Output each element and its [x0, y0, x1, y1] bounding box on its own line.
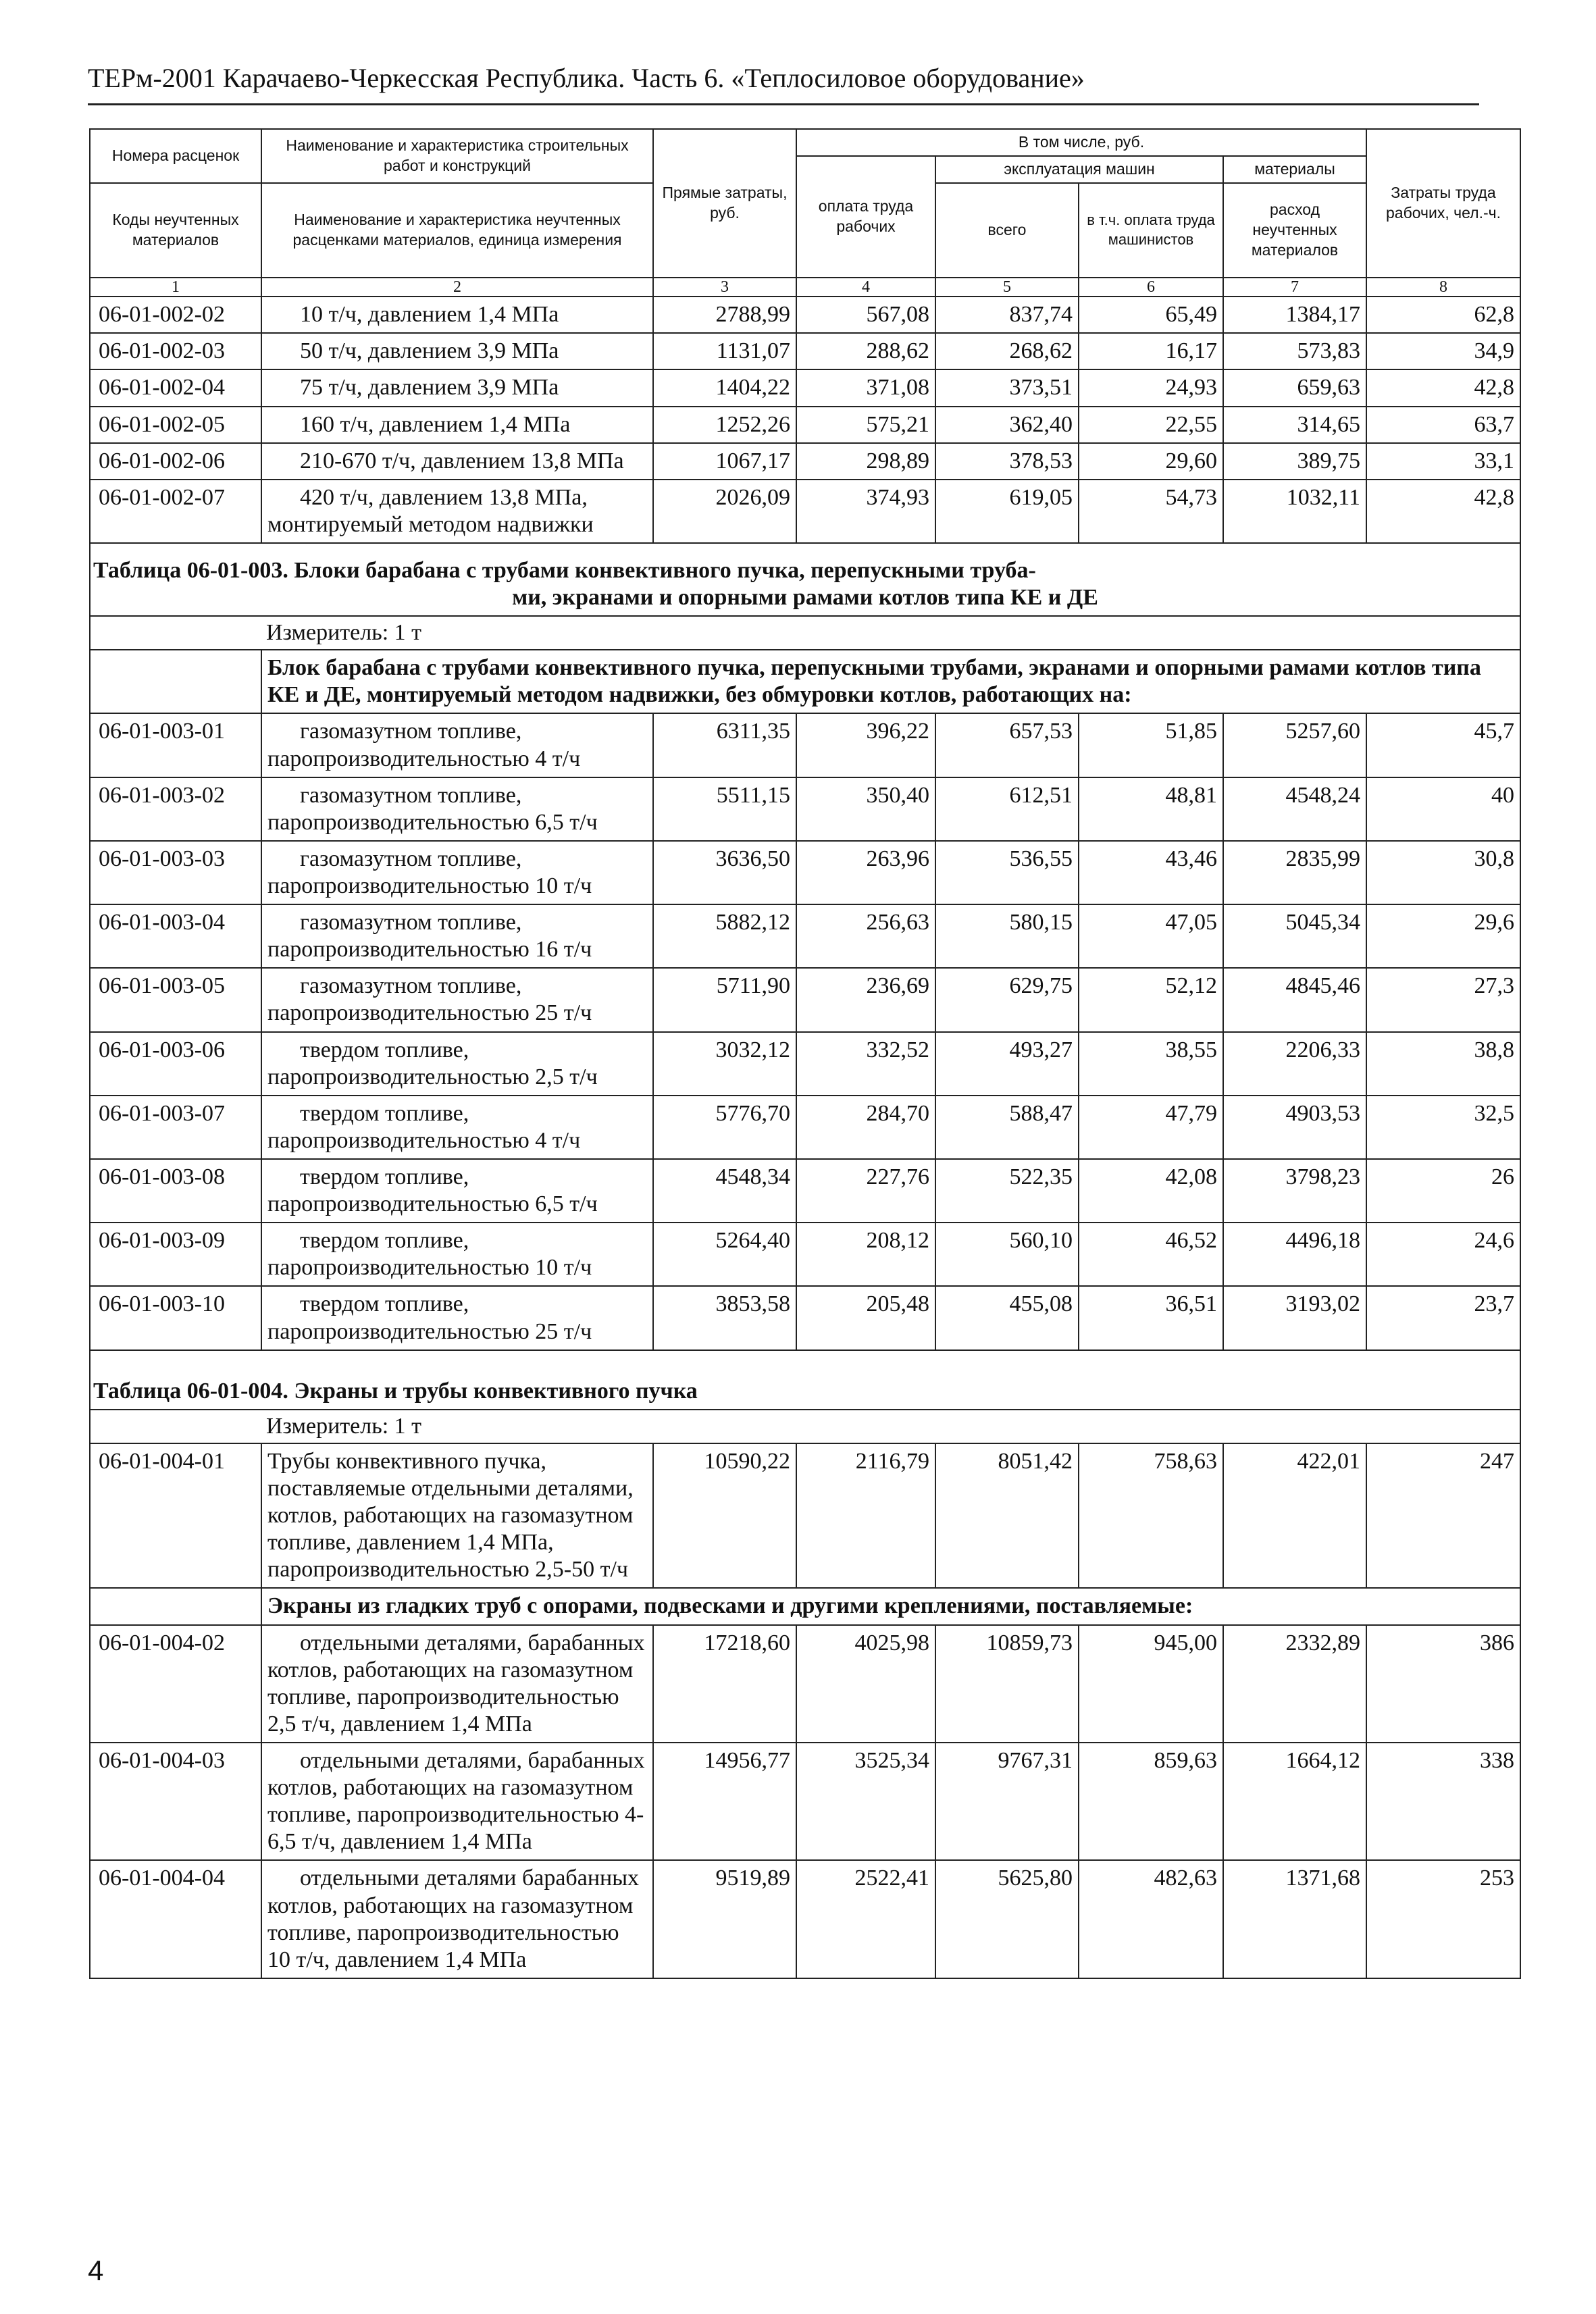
work-name: газомазутном топливе, паропроизводительностью 6,5 т/ч — [261, 777, 653, 841]
table-row — [90, 443, 1520, 480]
table-004-subhead-row — [90, 1588, 1520, 1624]
table-004-title-row — [90, 1350, 1520, 1410]
direct-costs: 1067,17 — [653, 443, 796, 480]
work-name: 160 т/ч, давлением 1,4 МПа — [261, 407, 653, 443]
work-name: отдельными деталями барабанных котлов, работающих на газомазутном топливе, паропроизводительностью 10 т/ч, давлением 1,4 МПа — [261, 1860, 653, 1978]
direct-costs: 3853,58 — [653, 1286, 796, 1349]
direct-costs: 5264,40 — [653, 1223, 796, 1286]
rate-code: 06-01-003-08 — [90, 1159, 261, 1223]
labor-hours: 33,1 — [1366, 443, 1520, 480]
labor-hours: 27,3 — [1366, 968, 1520, 1031]
labor-pay: 3525,34 — [796, 1743, 935, 1860]
table-row — [90, 480, 1520, 543]
direct-costs: 4548,34 — [653, 1159, 796, 1223]
col-material-names-header: Наименование и характеристика неучтенных расценками материалов, единица измерения — [261, 183, 653, 278]
labor-pay: 4025,98 — [796, 1625, 935, 1743]
materials-cost: 4845,46 — [1223, 968, 1366, 1031]
labor-hours: 24,6 — [1366, 1223, 1520, 1286]
machines-total: 362,40 — [935, 407, 1079, 443]
table-row — [90, 1223, 1520, 1286]
direct-costs: 5882,12 — [653, 904, 796, 968]
labor-hours: 62,8 — [1366, 297, 1520, 333]
operators-pay: 47,05 — [1079, 904, 1223, 968]
page-header: ТЕРм-2001 Карачаево-Черкесская Республика. Часть 6. «Теплосиловое оборудование» — [88, 62, 1479, 105]
machines-total: 837,74 — [935, 297, 1079, 333]
materials-cost: 1664,12 — [1223, 1743, 1366, 1860]
labor-pay: 332,52 — [796, 1032, 935, 1096]
measure-unit: Измеритель: 1 т — [90, 616, 1520, 650]
operators-pay: 47,79 — [1079, 1096, 1223, 1159]
col-materials-consumption-header: расход неучтенных материалов — [1223, 183, 1366, 278]
machines-total: 536,55 — [935, 841, 1079, 904]
table-row — [90, 1443, 1520, 1589]
col-work-name-header: Наименование и характеристика строительных работ и конструкций — [261, 129, 653, 183]
direct-costs: 17218,60 — [653, 1625, 796, 1743]
labor-pay: 350,40 — [796, 777, 935, 841]
direct-costs: 1131,07 — [653, 333, 796, 369]
operators-pay: 42,08 — [1079, 1159, 1223, 1223]
machines-total: 5625,80 — [935, 1860, 1079, 1978]
labor-hours: 38,8 — [1366, 1032, 1520, 1096]
operators-pay: 859,63 — [1079, 1743, 1223, 1860]
labor-hours: 247 — [1366, 1443, 1520, 1589]
table-row — [90, 841, 1520, 904]
direct-costs: 14956,77 — [653, 1743, 796, 1860]
work-name: 75 т/ч, давлением 3,9 МПа — [261, 369, 653, 406]
work-name: твердом топливе, паропроизводительностью 6,5 т/ч — [261, 1159, 653, 1223]
machines-total: 268,62 — [935, 333, 1079, 369]
machines-total: 373,51 — [935, 369, 1079, 406]
materials-cost: 4903,53 — [1223, 1096, 1366, 1159]
labor-pay: 374,93 — [796, 480, 935, 543]
materials-cost: 1384,17 — [1223, 297, 1366, 333]
table-row — [90, 407, 1520, 443]
work-name: 50 т/ч, давлением 3,9 МПа — [261, 333, 653, 369]
operators-pay: 945,00 — [1079, 1625, 1223, 1743]
direct-costs: 3032,12 — [653, 1032, 796, 1096]
labor-hours: 42,8 — [1366, 480, 1520, 543]
section-title: Таблица 06-01-004. Экраны и трубы конвективного пучка — [90, 1350, 1520, 1410]
machines-total: 580,15 — [935, 904, 1079, 968]
operators-pay: 54,73 — [1079, 480, 1223, 543]
labor-hours: 32,5 — [1366, 1096, 1520, 1159]
table-row — [90, 333, 1520, 369]
rate-code: 06-01-004-02 — [90, 1625, 261, 1743]
rates-table — [89, 128, 1521, 1979]
work-name: твердом топливе, паропроизводительностью 25 т/ч — [261, 1286, 653, 1349]
operators-pay: 38,55 — [1079, 1032, 1223, 1096]
machines-total: 612,51 — [935, 777, 1079, 841]
direct-costs: 10590,22 — [653, 1443, 796, 1589]
labor-pay: 205,48 — [796, 1286, 935, 1349]
work-name: отдельными деталями, барабанных котлов, работающих на газомазутном топливе, паропроизводительностью 2,5 т/ч, давлением 1,4 МПа — [261, 1625, 653, 1743]
group-subheading: Блок барабана с трубами конвективного пучка, перепускными трубами, экранами и опорными рамами котлов типа КЕ и ДЕ, монтируемый методом надвижки, без обмуровки котлов, работающих на: — [261, 650, 1520, 713]
subhead-spacer — [90, 650, 261, 713]
rate-code: 06-01-003-02 — [90, 777, 261, 841]
machines-total: 10859,73 — [935, 1625, 1079, 1743]
work-name: твердом топливе, паропроизводительностью 10 т/ч — [261, 1223, 653, 1286]
table-row — [90, 777, 1520, 841]
rate-code: 06-01-003-04 — [90, 904, 261, 968]
column-index: 2 — [261, 278, 653, 297]
labor-pay: 284,70 — [796, 1096, 935, 1159]
direct-costs: 2026,09 — [653, 480, 796, 543]
labor-hours: 30,8 — [1366, 841, 1520, 904]
labor-hours: 40 — [1366, 777, 1520, 841]
machines-total: 8051,42 — [935, 1443, 1079, 1589]
col-materials-group-header: материалы — [1223, 156, 1366, 183]
direct-costs: 5711,90 — [653, 968, 796, 1031]
rate-code: 06-01-002-02 — [90, 297, 261, 333]
labor-pay: 575,21 — [796, 407, 935, 443]
operators-pay: 51,85 — [1079, 713, 1223, 777]
materials-cost: 1032,11 — [1223, 480, 1366, 543]
header-row-1 — [90, 129, 1520, 156]
table-row — [90, 369, 1520, 406]
work-name: газомазутном топливе, паропроизводительностью 25 т/ч — [261, 968, 653, 1031]
col-operators-pay-header: в т.ч. оплата труда машинистов — [1079, 183, 1223, 278]
labor-hours: 253 — [1366, 1860, 1520, 1978]
materials-cost: 573,83 — [1223, 333, 1366, 369]
labor-hours: 42,8 — [1366, 369, 1520, 406]
materials-cost: 389,75 — [1223, 443, 1366, 480]
section-title-line1: Таблица 06-01-003. Блоки барабана с трубами конвективного пучка, перепускными труба- — [93, 557, 1036, 583]
labor-pay: 256,63 — [796, 904, 935, 968]
materials-cost: 4548,24 — [1223, 777, 1366, 841]
operators-pay: 52,12 — [1079, 968, 1223, 1031]
machines-total: 657,53 — [935, 713, 1079, 777]
rate-code: 06-01-003-05 — [90, 968, 261, 1031]
labor-hours: 23,7 — [1366, 1286, 1520, 1349]
table-003-title-row — [90, 543, 1520, 616]
table-002-body — [90, 297, 1520, 543]
materials-cost: 3193,02 — [1223, 1286, 1366, 1349]
materials-cost: 5257,60 — [1223, 713, 1366, 777]
work-name: газомазутном топливе, паропроизводительностью 10 т/ч — [261, 841, 653, 904]
col-group-header: В том числе, руб. — [796, 129, 1366, 156]
subhead-spacer — [90, 1588, 261, 1624]
col-labor-hours-header: Затраты труда рабочих, чел.-ч. — [1366, 129, 1520, 278]
direct-costs: 1252,26 — [653, 407, 796, 443]
labor-hours: 26 — [1366, 1159, 1520, 1223]
machines-total: 629,75 — [935, 968, 1079, 1031]
column-index-row — [90, 278, 1520, 297]
materials-cost: 2206,33 — [1223, 1032, 1366, 1096]
work-name: 10 т/ч, давлением 1,4 МПа — [261, 297, 653, 333]
table-003-body — [90, 713, 1520, 1349]
labor-hours: 386 — [1366, 1625, 1520, 1743]
labor-pay: 236,69 — [796, 968, 935, 1031]
operators-pay: 29,60 — [1079, 443, 1223, 480]
table-003-measure-row — [90, 616, 1520, 650]
operators-pay: 22,55 — [1079, 407, 1223, 443]
rate-code: 06-01-003-09 — [90, 1223, 261, 1286]
table-row — [90, 1860, 1520, 1978]
materials-cost: 2835,99 — [1223, 841, 1366, 904]
operators-pay: 46,52 — [1079, 1223, 1223, 1286]
measure-unit: Измеритель: 1 т — [90, 1410, 1520, 1443]
table-row — [90, 1286, 1520, 1349]
rate-code: 06-01-002-04 — [90, 369, 261, 406]
column-index: 1 — [90, 278, 261, 297]
labor-pay: 2116,79 — [796, 1443, 935, 1589]
work-name: 210-670 т/ч, давлением 13,8 МПа — [261, 443, 653, 480]
operators-pay: 65,49 — [1079, 297, 1223, 333]
column-index: 6 — [1079, 278, 1223, 297]
rate-code: 06-01-002-05 — [90, 407, 261, 443]
materials-cost: 659,63 — [1223, 369, 1366, 406]
table-row — [90, 713, 1520, 777]
table-row — [90, 1096, 1520, 1159]
table-004-measure-row — [90, 1410, 1520, 1443]
materials-cost: 4496,18 — [1223, 1223, 1366, 1286]
rate-code: 06-01-004-04 — [90, 1860, 261, 1978]
machines-total: 560,10 — [935, 1223, 1079, 1286]
labor-pay: 371,08 — [796, 369, 935, 406]
direct-costs: 5776,70 — [653, 1096, 796, 1159]
labor-hours: 29,6 — [1366, 904, 1520, 968]
operators-pay: 36,51 — [1079, 1286, 1223, 1349]
work-name: газомазутном топливе, паропроизводительностью 16 т/ч — [261, 904, 653, 968]
col-labor-pay-header: оплата труда рабочих — [796, 156, 935, 278]
work-name: твердом топливе, паропроизводительностью 2,5 т/ч — [261, 1032, 653, 1096]
labor-pay: 567,08 — [796, 297, 935, 333]
work-name: Трубы конвективного пучка, поставляемые отдельными деталями, котлов, работающих на газомазутном топливе, давлением 1,4 МПа, паропроизводительностью 2,5-50 т/ч — [261, 1443, 653, 1589]
column-index: 7 — [1223, 278, 1366, 297]
labor-pay: 208,12 — [796, 1223, 935, 1286]
labor-hours: 34,9 — [1366, 333, 1520, 369]
table-row — [90, 1625, 1520, 1743]
col-material-codes-header: Коды неучтенных материалов — [90, 183, 261, 278]
machines-total: 378,53 — [935, 443, 1079, 480]
table-row — [90, 297, 1520, 333]
work-name: отдельными деталями, барабанных котлов, работающих на газомазутном топливе, паропроизводительностью 4-6,5 т/ч, давлением 1,4 МПа — [261, 1743, 653, 1860]
rate-code: 06-01-003-03 — [90, 841, 261, 904]
table-row — [90, 968, 1520, 1031]
col-machines-group-header: эксплуатация машин — [935, 156, 1223, 183]
materials-cost: 1371,68 — [1223, 1860, 1366, 1978]
column-index: 4 — [796, 278, 935, 297]
column-index: 8 — [1366, 278, 1520, 297]
materials-cost: 2332,89 — [1223, 1625, 1366, 1743]
operators-pay: 482,63 — [1079, 1860, 1223, 1978]
col-direct-costs-header: Прямые затраты, руб. — [653, 129, 796, 278]
materials-cost: 5045,34 — [1223, 904, 1366, 968]
work-name: твердом топливе, паропроизводительностью 4 т/ч — [261, 1096, 653, 1159]
machines-total: 588,47 — [935, 1096, 1079, 1159]
work-name: 420 т/ч, давлением 13,8 МПа, монтируемый методом надвижки — [261, 480, 653, 543]
machines-total: 619,05 — [935, 480, 1079, 543]
table-row — [90, 1032, 1520, 1096]
labor-pay: 227,76 — [796, 1159, 935, 1223]
operators-pay: 758,63 — [1079, 1443, 1223, 1589]
operators-pay: 48,81 — [1079, 777, 1223, 841]
direct-costs: 9519,89 — [653, 1860, 796, 1978]
labor-hours: 338 — [1366, 1743, 1520, 1860]
col-machines-total-header: всего — [935, 183, 1079, 278]
materials-cost: 3798,23 — [1223, 1159, 1366, 1223]
table-004-body — [90, 1625, 1520, 1978]
rate-code: 06-01-002-03 — [90, 333, 261, 369]
table-row — [90, 1743, 1520, 1860]
group-subheading: Экраны из гладких труб с опорами, подвесками и другими креплениями, поставляемые: — [261, 1588, 1520, 1624]
table-row — [90, 1159, 1520, 1223]
labor-hours: 63,7 — [1366, 407, 1520, 443]
rate-code: 06-01-002-06 — [90, 443, 261, 480]
machines-total: 522,35 — [935, 1159, 1079, 1223]
operators-pay: 43,46 — [1079, 841, 1223, 904]
materials-cost: 422,01 — [1223, 1443, 1366, 1589]
work-name: газомазутном топливе, паропроизводительностью 4 т/ч — [261, 713, 653, 777]
table-row — [90, 904, 1520, 968]
labor-pay: 298,89 — [796, 443, 935, 480]
machines-total: 493,27 — [935, 1032, 1079, 1096]
rate-code: 06-01-004-03 — [90, 1743, 261, 1860]
rate-code: 06-01-002-07 — [90, 480, 261, 543]
column-index: 3 — [653, 278, 796, 297]
rate-code: 06-01-004-01 — [90, 1443, 261, 1589]
operators-pay: 16,17 — [1079, 333, 1223, 369]
labor-pay: 2522,41 — [796, 1860, 935, 1978]
rate-code: 06-01-003-10 — [90, 1286, 261, 1349]
labor-pay: 288,62 — [796, 333, 935, 369]
direct-costs: 2788,99 — [653, 297, 796, 333]
section-title-line2: ми, экранами и опорными рамами котлов типа КЕ и ДЕ — [512, 585, 1098, 611]
direct-costs: 3636,50 — [653, 841, 796, 904]
column-index: 5 — [935, 278, 1079, 297]
machines-total: 9767,31 — [935, 1743, 1079, 1860]
labor-pay: 396,22 — [796, 713, 935, 777]
materials-cost: 314,65 — [1223, 407, 1366, 443]
operators-pay: 24,93 — [1079, 369, 1223, 406]
direct-costs: 6311,35 — [653, 713, 796, 777]
labor-pay: 263,96 — [796, 841, 935, 904]
rate-code: 06-01-003-06 — [90, 1032, 261, 1096]
direct-costs: 1404,22 — [653, 369, 796, 406]
labor-hours: 45,7 — [1366, 713, 1520, 777]
rate-code: 06-01-003-01 — [90, 713, 261, 777]
machines-total: 455,08 — [935, 1286, 1079, 1349]
rate-code: 06-01-003-07 — [90, 1096, 261, 1159]
page-number: 4 — [88, 2255, 104, 2286]
table-003-subhead-row — [90, 650, 1520, 713]
col-rate-number-header: Номера расценок — [90, 129, 261, 183]
section-title — [90, 543, 1520, 616]
direct-costs: 5511,15 — [653, 777, 796, 841]
